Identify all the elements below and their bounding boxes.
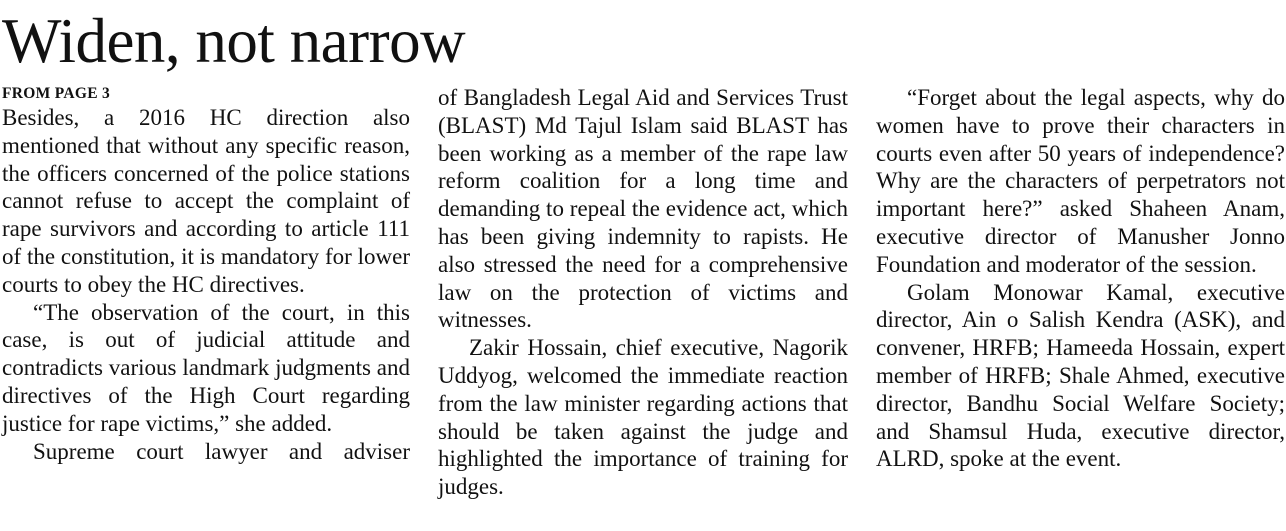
paragraph: Besides, a 2016 HC direction also mentioned that without any specific reason, the officers concerned of the police stations cannot refuse to accept the complaint of rape survivors and according to article 111 of the constitution, it is mandatory for lower courts to obey the HC directives. [2,105,410,297]
paragraph: Supreme court lawyer and adviser [33,438,410,464]
paragraph: Zakir Hossain, chief executive, Nagorik Uddyog, welcomed the immediate reaction from the law minister regarding actions that should be taken against the judge and highlighted the importance of training for judges. [438,335,848,500]
paragraph: Golam Monowar Kamal, executive director, Ain o Salish Kendra (ASK), and convener, HRFB; Hameeda Hossain, expert member of HRFB; Shale Ahmed, executive director, Bandhu Social Welfare Society; and Shamsul Huda, executive director, ALRD, spoke at the event. [876,279,1285,472]
paragraph: “Forget about the legal aspects, why do women have to prove their characters in courts even after 50 years of independence? Why are the characters of perpetrators not important here?” asked Shaheen Anam, executive director of Manusher Jonno Foundation and moderator of the session. [876,85,1285,277]
continued-from-label: FROM PAGE 3 [2,85,111,102]
headline: Widen, not narrow [2,6,466,76]
paragraph: “The observation of the court, in this case, is out of judicial attitude and contradicts various landmark judgments and directives of the High Court regarding justice for rape victims,” she added. [2,299,410,436]
article-column-3 [876,84,1285,473]
paragraph: of Bangladesh Legal Aid and Services Trust (BLAST) Md Tajul Islam said BLAST has been working as a member of the rape law reform coalition for a long time and demanding to repeal the evidence act, which has been giving indemnity to rapists. He also stressed the need for a comprehensive law on the protection of victims and witnesses. [438,85,848,333]
article-column-2 [438,84,848,501]
article-column-1 [2,84,410,465]
